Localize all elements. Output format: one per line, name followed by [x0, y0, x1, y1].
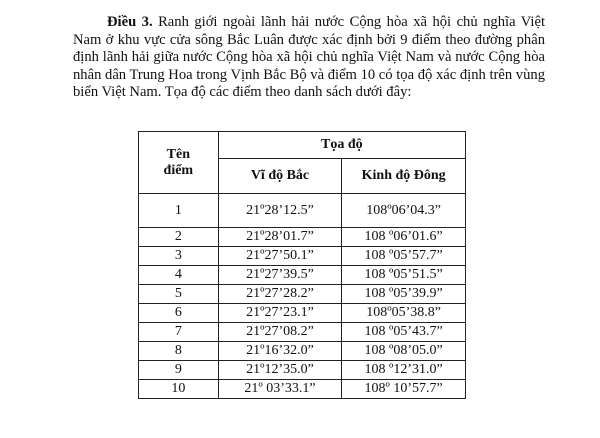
cell-longitude: 108º06’04.3”: [342, 194, 466, 228]
cell-latitude: 21º12’35.0”: [218, 361, 342, 380]
cell-longitude: 108 º05’57.7”: [342, 247, 466, 266]
cell-latitude: 21º27’23.1”: [218, 304, 342, 323]
cell-longitude: 108 º05’39.9”: [342, 285, 466, 304]
cell-point-name: 7: [139, 323, 219, 342]
cell-longitude: 108 º05’51.5”: [342, 266, 466, 285]
article-label: Điều 3.: [107, 14, 153, 30]
cell-point-name: 5: [139, 285, 219, 304]
table-row: [139, 247, 466, 266]
cell-point-name: 4: [139, 266, 219, 285]
cell-longitude: 108º 10’57.7”: [342, 380, 466, 399]
cell-point-name: 8: [139, 342, 219, 361]
header-point-name: [139, 132, 219, 194]
table-row: [139, 380, 466, 399]
cell-point-name: 3: [139, 247, 219, 266]
header-longitude: Kinh độ Đông: [342, 159, 466, 194]
cell-latitude: 21º27’50.1”: [218, 247, 342, 266]
table-row: [139, 194, 466, 228]
table-row: [139, 228, 466, 247]
table-row: [139, 342, 466, 361]
cell-latitude: 21º27’39.5”: [218, 266, 342, 285]
table-row: [139, 285, 466, 304]
article-paragraph: [73, 14, 545, 102]
cell-latitude: 21º16’32.0”: [218, 342, 342, 361]
cell-point-name: 10: [139, 380, 219, 399]
table-header-row: [139, 132, 466, 159]
header-latitude: Vĩ độ Bắc: [218, 159, 342, 194]
article-text: Ranh giới ngoài lãnh hải nước Cộng hòa xã hội chủ nghĩa Việt Nam ở khu vực cửa sông Bắc Luân được xác định bởi 9 điểm theo đường phân định lãnh hải giữa nước Cộng hòa xã hội chủ nghĩa Việt Nam và nước Cộng hòa nhân dân Trung Hoa trong Vịnh Bắc Bộ và điểm 10 có tọa độ xác định trên vùng biển Việt Nam. Tọa độ các điểm theo danh sách dưới đây:: [73, 14, 545, 101]
coordinates-table: [138, 131, 466, 399]
cell-point-name: 6: [139, 304, 219, 323]
cell-longitude: 108 º12’31.0”: [342, 361, 466, 380]
cell-latitude: 21º28’01.7”: [218, 228, 342, 247]
table-row: [139, 323, 466, 342]
cell-point-name: 9: [139, 361, 219, 380]
cell-latitude: 21º 03’33.1”: [218, 380, 342, 399]
header-coordinates: Tọa độ: [218, 132, 465, 159]
cell-point-name: 1: [139, 194, 219, 228]
cell-longitude: 108 º05’43.7”: [342, 323, 466, 342]
cell-latitude: 21º27’08.2”: [218, 323, 342, 342]
table-row: [139, 361, 466, 380]
header-point-name-line1: Tên: [166, 146, 190, 162]
table-row: [139, 304, 466, 323]
cell-longitude: 108º05’38.8”: [342, 304, 466, 323]
table-row: [139, 266, 466, 285]
cell-latitude: 21º28’12.5”: [218, 194, 342, 228]
cell-latitude: 21º27’28.2”: [218, 285, 342, 304]
header-point-name-line2: điểm: [163, 162, 194, 178]
cell-point-name: 2: [139, 228, 219, 247]
cell-longitude: 108 º06’01.6”: [342, 228, 466, 247]
cell-longitude: 108 º08’05.0”: [342, 342, 466, 361]
